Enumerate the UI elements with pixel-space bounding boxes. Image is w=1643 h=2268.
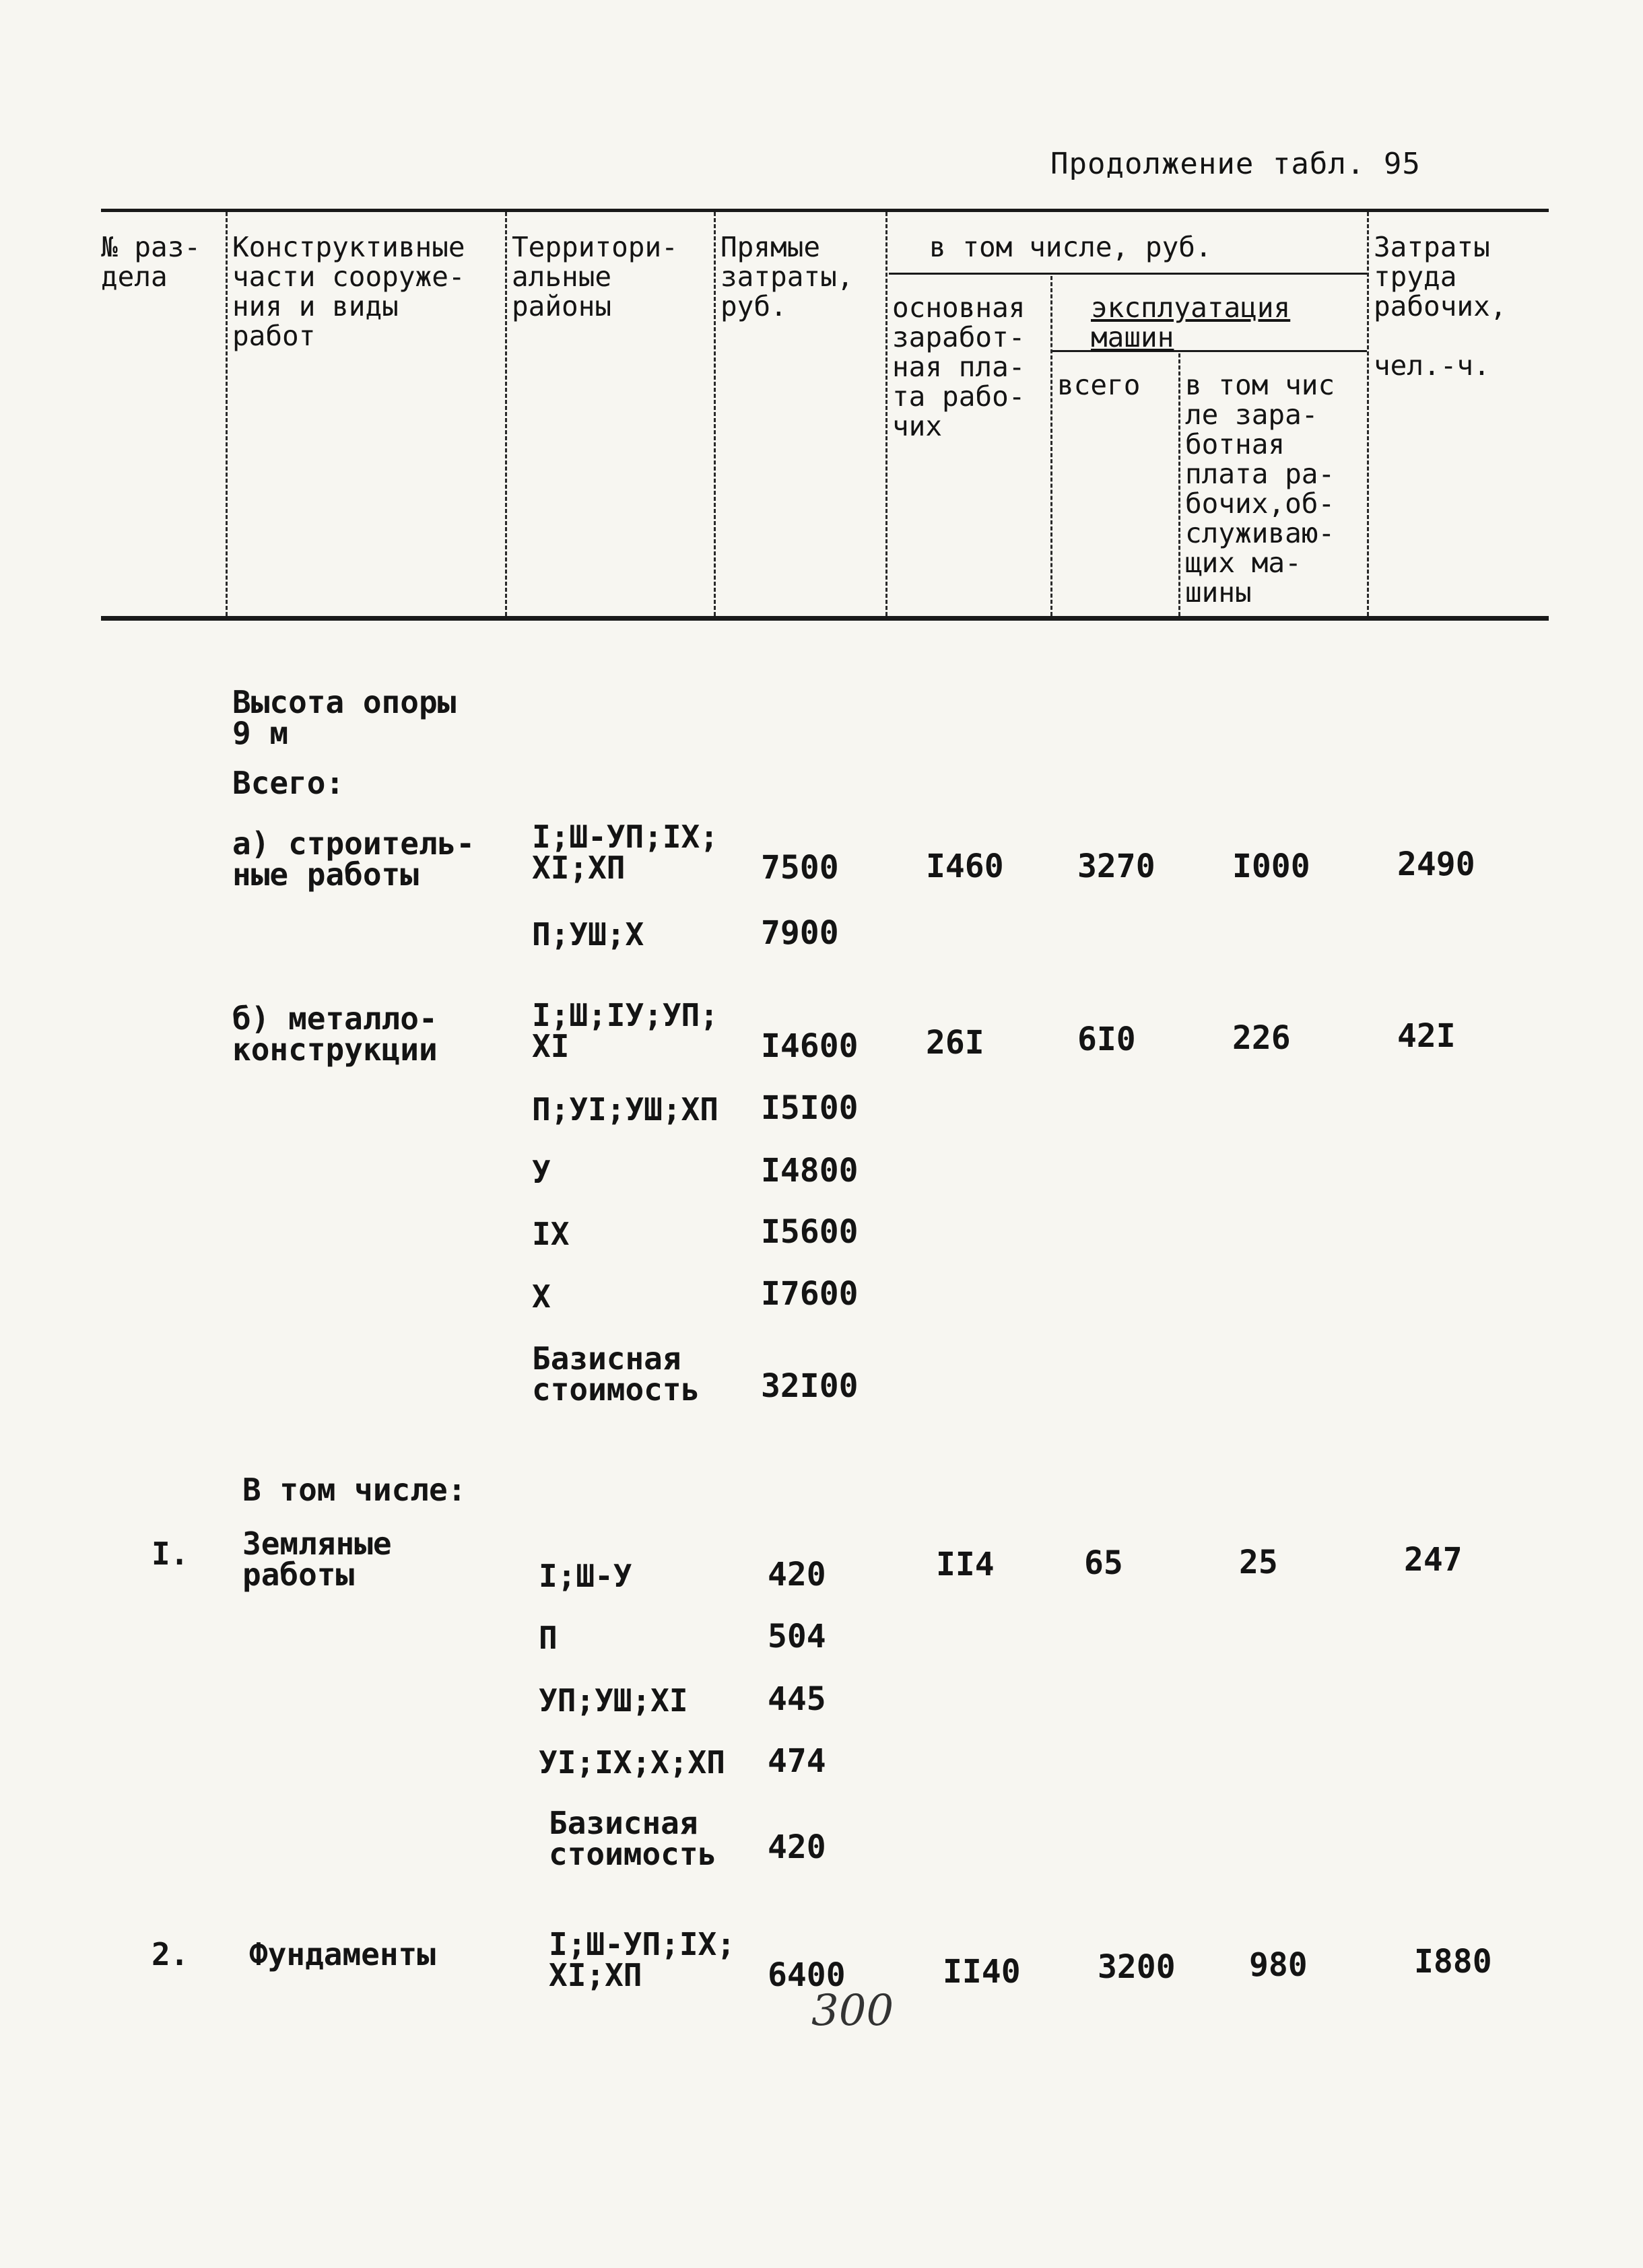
machines-total: 3270 xyxy=(1077,848,1155,885)
direct-cost: 504 xyxy=(768,1618,826,1655)
base-wage: II40 xyxy=(943,1953,1021,1991)
section-number: I. xyxy=(152,1536,189,1572)
section-1-label: Земляные работы xyxy=(242,1525,392,1593)
direct-cost: I4800 xyxy=(761,1152,859,1190)
header-sub-rule-1 xyxy=(889,273,1367,275)
direct-cost: 420 xyxy=(768,1828,826,1866)
labor-hours: 2490 xyxy=(1397,846,1475,883)
header-labor: Затраты труда рабочих, чел.-ч. xyxy=(1374,231,1507,382)
direct-cost: 7500 xyxy=(761,849,839,887)
header-including: в том числе, руб. xyxy=(929,231,1212,263)
machines-wage: 980 xyxy=(1249,1946,1308,1984)
height-title: Высота опоры 9 м xyxy=(232,684,457,751)
total-label: Всего: xyxy=(232,765,345,801)
region-cell: I;Ш-УП;IХ; ХI;ХП xyxy=(549,1926,735,1993)
machines-total: 3200 xyxy=(1098,1948,1176,1986)
header-direct-costs: Прямые затраты, руб. xyxy=(720,231,854,322)
region-cell: П;УШ;Х xyxy=(532,916,644,953)
machines-wage: I000 xyxy=(1232,848,1310,885)
direct-cost: 445 xyxy=(768,1680,826,1718)
region-cell: У xyxy=(532,1154,551,1190)
region-cell: П xyxy=(539,1620,558,1656)
region-cell: IХ xyxy=(532,1216,570,1252)
header-machines: эксплуатация машин xyxy=(1091,291,1291,353)
base-wage: 26I xyxy=(926,1024,984,1062)
header-machines-wage: в том чис ле зара- ботная плата ра- бочих,об- служиваю- щих ма- шины xyxy=(1185,369,1335,609)
header-sep xyxy=(505,212,507,616)
direct-cost: 474 xyxy=(768,1742,826,1780)
continuation-title: Продолжение табл. 95 xyxy=(1050,147,1421,181)
direct-cost: 7900 xyxy=(761,914,839,952)
labor-hours: I880 xyxy=(1414,1943,1492,1981)
header-sep xyxy=(714,212,716,616)
region-cell: УП;УШ;ХI xyxy=(539,1682,688,1719)
labor-hours: 42I xyxy=(1397,1017,1456,1055)
labor-hours: 247 xyxy=(1404,1541,1463,1579)
base-wage: I460 xyxy=(926,848,1004,885)
including-label: В том числе: xyxy=(242,1472,467,1508)
group-b-label: б) металло- конструкции xyxy=(232,1000,438,1068)
region-cell: I;Ш-У xyxy=(539,1558,632,1594)
section-number: 2. xyxy=(152,1936,189,1972)
header-sep xyxy=(226,212,228,616)
header-regions: Территори- альные районы xyxy=(512,231,678,322)
region-cell: Базисная стоимость xyxy=(549,1805,717,1872)
direct-cost: I7600 xyxy=(761,1275,859,1313)
region-cell: I;Ш;IУ;УП; ХI xyxy=(532,997,718,1064)
base-wage: II4 xyxy=(936,1546,995,1583)
region-cell: I;Ш-УП;IХ; ХI;ХП xyxy=(532,819,718,886)
page-number: 300 xyxy=(811,1986,894,2036)
machines-wage: 25 xyxy=(1239,1544,1278,1581)
header-sep xyxy=(1367,212,1369,616)
group-a-label: а) строитель- ные работы xyxy=(232,825,475,893)
region-cell: Базисная стоимость xyxy=(532,1340,700,1408)
machines-wage: 226 xyxy=(1232,1019,1291,1057)
header-parts: Конструктивные части сооруже- ния и виды работ xyxy=(232,231,465,352)
header-section-no: № раз- дела xyxy=(101,231,201,293)
header-machines-total: всего xyxy=(1057,369,1141,401)
direct-cost: I4600 xyxy=(761,1027,859,1065)
machines-total: 65 xyxy=(1084,1544,1123,1582)
direct-cost: 32I00 xyxy=(761,1367,859,1405)
region-cell: Х xyxy=(532,1278,551,1315)
header-bottom-rule xyxy=(101,616,1549,621)
region-cell: П;УI;УШ;ХП xyxy=(532,1091,718,1128)
header-top-rule xyxy=(101,209,1549,212)
direct-cost: I5I00 xyxy=(761,1089,859,1127)
direct-cost: 420 xyxy=(768,1556,826,1593)
direct-cost: I5600 xyxy=(761,1213,859,1251)
region-cell: УI;IХ;Х;ХП xyxy=(539,1744,725,1781)
header-sep xyxy=(1050,276,1052,616)
machines-total: 6I0 xyxy=(1077,1021,1136,1058)
header-sep xyxy=(885,212,887,616)
header-base-wage: основная заработ- ная пла- та рабо- чих xyxy=(892,291,1026,442)
direct-cost: 6400 xyxy=(768,1956,846,1994)
section-2-label: Фундаменты xyxy=(249,1936,436,1972)
header-sep xyxy=(1178,353,1180,616)
